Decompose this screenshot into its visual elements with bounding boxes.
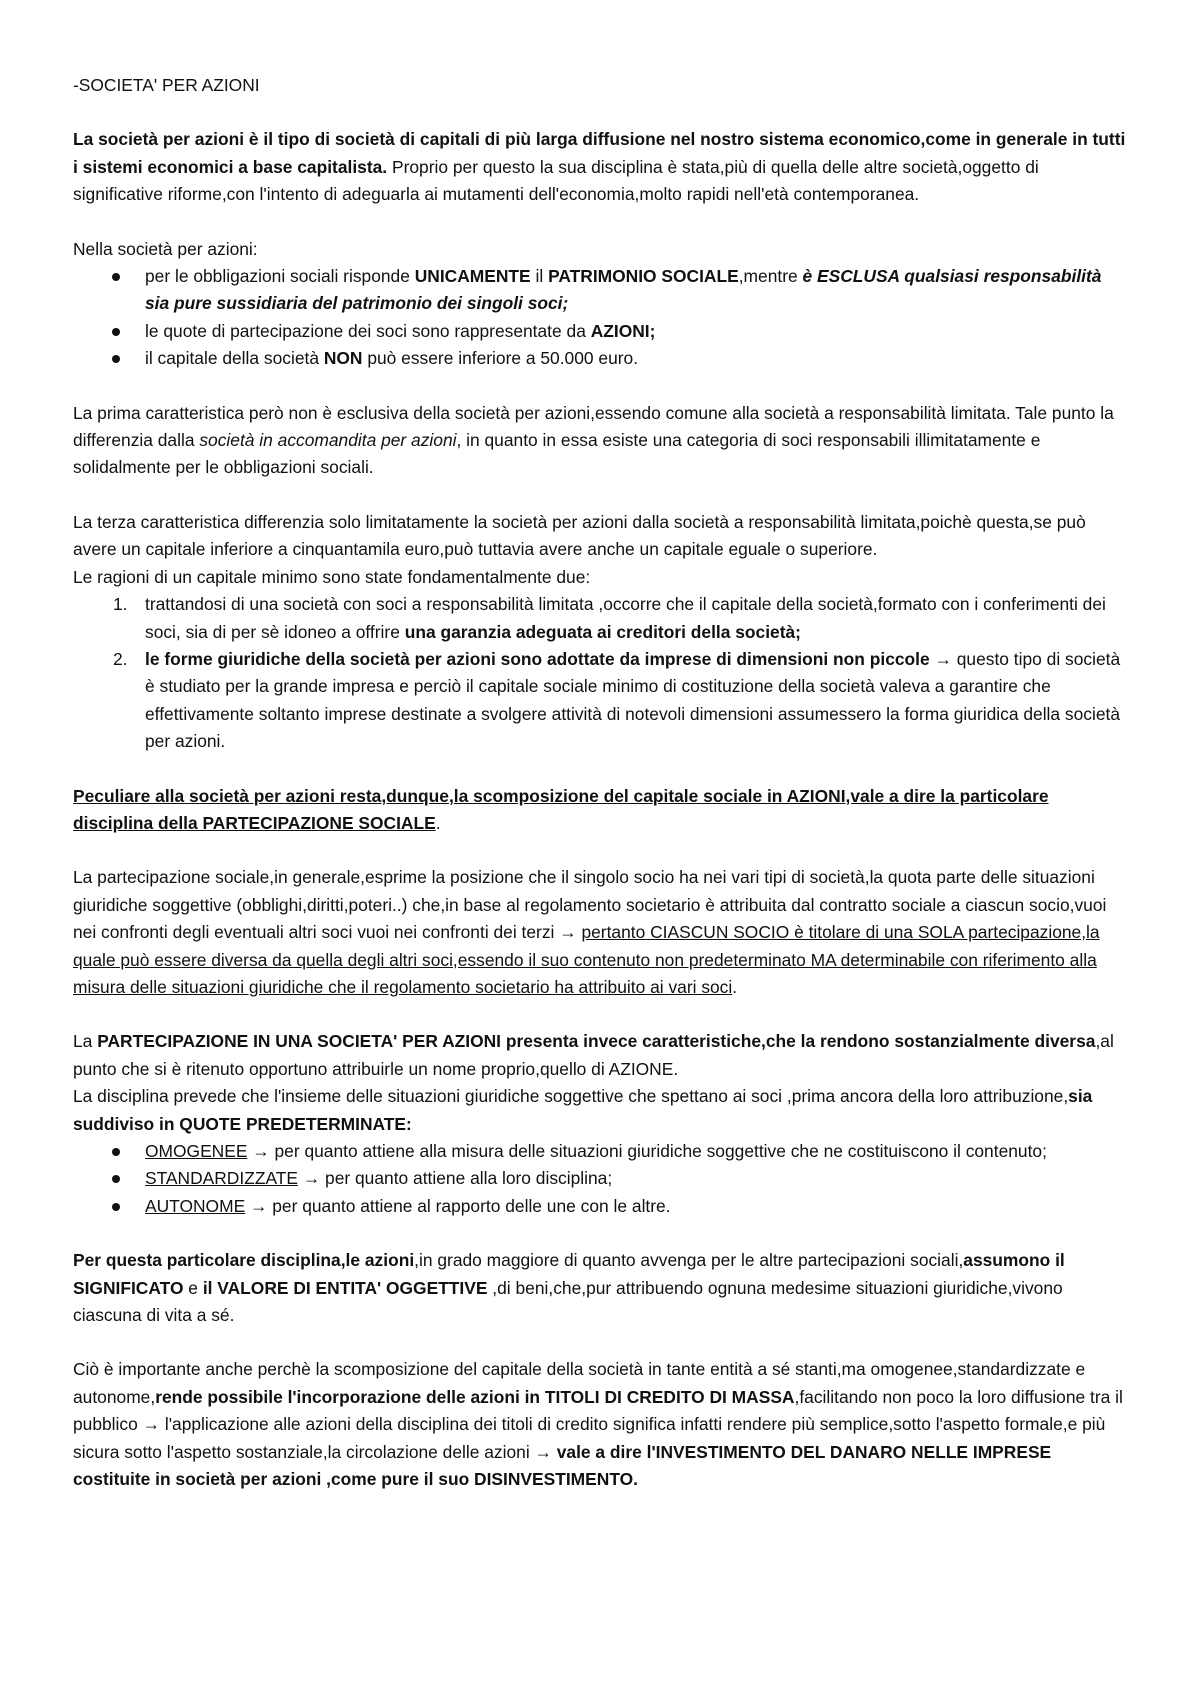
cio-bold: rende possibile l'incorporazione delle azioni in TITOLI DI CREDITO DI MASSA — [155, 1386, 795, 1407]
perquesta-paragraph — [73, 1247, 1128, 1329]
partecipazione-text: La partecipazione sociale,in generale,esprime la posizione che il singolo socio ha nei vari tipi di società,la quota parte delle situazioni giuridiche soggettive (obblighi,diritti,poteri..) che,in base al regolamento societario è attribuita dal contratto sociale a ciascun socio,vuoi nei confronti degli eventuali altri soci vuoi nei confronti dei terzi → — [73, 867, 1107, 943]
item-text: trattandosi di una società con soci a responsabilità limitata ,occorre che il capitale della società,formato con i conferimenti dei soci, sia di per sè idoneo a offrire — [145, 594, 1106, 642]
cio-text: ,facilitando non poco la loro diffusione tra il pubblico → l'applicazione alle azioni della disciplina dei titoli di credito significa infatti rendere più semplice,sotto l'aspetto formale,e più sicura sotto l'aspetto sostanziale,la circolazione delle azioni → — [73, 1386, 1123, 1462]
item-bold: AZIONI; — [590, 320, 656, 341]
item-keyword: OMOGENEE — [145, 1141, 248, 1161]
nella-lead-text: Nella società per azioni: — [73, 238, 258, 259]
item-bold: PATRIMONIO SOCIALE — [548, 266, 739, 287]
azione-text: ,al punto che si è ritenuto opportuno attribuirle un nome proprio,quello di AZIONE. — [73, 1031, 1114, 1079]
item-text: → per quanto attiene alla misura delle situazioni giuridiche soggettive che ne costituiscono il contenuto; — [247, 1141, 1047, 1161]
partecipazione-text: . — [732, 976, 738, 997]
disciplina-paragraph — [73, 1083, 1128, 1138]
prima-text: La prima caratteristica però non è esclusiva della società per azioni,essendo comune alla società a responsabilità limitata. Tale punto la differenzia dalla — [73, 402, 1114, 451]
terza-paragraph — [73, 509, 1128, 564]
cio-bold: vale a dire l'INVESTIMENTO DEL DANARO NELLE IMPRESE costituite in società per azioni ,come pure il suo DISINVESTIMENTO. — [73, 1441, 1052, 1490]
perquesta-bold: assumono il SIGNIFICATO — [73, 1250, 1065, 1298]
item-text: → questo tipo di società è studiato per la grande impresa e perciò il capitale sociale minimo di costituzione della società valeva a garantire che effettivamente soltanto imprese destinate a svolgere attività di notevoli dimensioni assumessero la forma giuridica della società per azioni. — [145, 648, 1121, 752]
item-bold: NON — [323, 348, 363, 369]
perquesta-bold: Per questa particolare disciplina,le azioni — [73, 1250, 415, 1271]
title-text: -SOCIETA' PER AZIONI — [73, 75, 260, 95]
azione-text: La — [73, 1031, 98, 1052]
perquesta-text: e — [183, 1277, 203, 1298]
item-bold-italic: è ESCLUSA qualsiasi responsabilità sia pure sussidiaria del patrimonio dei singoli soci; — [145, 266, 1102, 314]
ragioni-numbered-list — [73, 591, 1128, 755]
intro-bold: La società per azioni è il tipo di società di capitali di più larga diffusione nel nostro sistema economico,come in generale in tutti i sistemi economici a base capitalista. — [73, 129, 1126, 177]
terza-text: La terza caratteristica differenzia solo limitatamente la società per azioni dalla società a responsabilità limitata,poichè questa,se può avere un capitale inferiore a cinquantamila euro,può tuttavia avere anche un capitale eguale o superiore. — [73, 511, 1086, 560]
item-text: può essere inferiore a 50.000 euro. — [362, 348, 639, 369]
azione-bold: PARTECIPAZIONE IN UNA SOCIETA' PER AZIONI presenta invece caratteristiche,che la rendono sostanzialmente diversa — [97, 1031, 1096, 1052]
item-text: il capitale della società — [145, 348, 324, 369]
perquesta-text: ,in grado maggiore di quanto avvenga per le altre partecipazioni sociali, — [414, 1250, 964, 1271]
prima-text: , in quanto in essa esiste una categoria di soci responsabili illimitatamente e solidalmente per le obbligazioni sociali. — [73, 430, 1041, 478]
list-item — [73, 646, 1128, 756]
item-text: → per quanto attiene alla loro disciplina; — [297, 1168, 613, 1189]
item-bold: UNICAMENTE — [414, 266, 531, 287]
item-keyword: STANDARDIZZATE — [145, 1168, 298, 1189]
disciplina-text: La disciplina prevede che l'insieme delle situazioni giuridiche soggettive che spettano ai soci ,prima ancora della loro attribuzione, — [73, 1086, 1069, 1107]
item-keyword: AUTONOME — [145, 1195, 246, 1216]
list-item — [73, 345, 1128, 372]
intro-text: Proprio per questo la sua disciplina è stata,più di quella delle altre società,oggetto di significative riforme,con l'intento di adeguarla ai mutamenti dell'economia,molto rapidi nell'età contemporanea. — [73, 156, 1039, 205]
list-item — [73, 1165, 1128, 1192]
list-item — [73, 1138, 1128, 1165]
nella-bullet-list — [73, 263, 1128, 373]
quote-bullet-list — [73, 1138, 1128, 1220]
item-text: per le obbligazioni sociali risponde — [145, 266, 415, 287]
prima-italic: società in accomandita per azioni — [199, 430, 457, 451]
prima-paragraph — [73, 400, 1128, 482]
intro-paragraph — [73, 126, 1128, 208]
document-title — [73, 72, 1128, 99]
cio-paragraph — [73, 1356, 1128, 1493]
item-text: le quote di partecipazione dei soci sono rappresentate da — [145, 320, 591, 341]
peculiare-bold-underlined: Peculiare alla società per azioni resta,dunque,la scomposizione del capitale sociale in AZIONI,vale a dire la particolare disciplina della PARTECIPAZIONE SOCIALE — [73, 785, 1049, 833]
disciplina-bold: sia suddiviso in QUOTE PREDETERMINATE: — [73, 1086, 1093, 1134]
perquesta-bold: il VALORE DI ENTITA' OGGETTIVE — [202, 1277, 488, 1298]
ragioni-lead — [73, 564, 1128, 591]
partecipazione-underlined: pertanto CIASCUN SOCIO è titolare di una SOLA partecipazione,la quale può essere diversa da quella degli altri soci,essendo il suo contenuto non predeterminato MA determinabile con riferimento alla misura delle situazioni giuridiche che il regolamento societario ha attribuito ai vari soci — [73, 922, 1100, 997]
item-text: ,mentre — [738, 266, 803, 287]
perquesta-text: ,di beni,che,pur attribuendo ognuna medesime situazioni giuridiche,vivono ciascuna di vita a sé. — [73, 1277, 1063, 1326]
list-item — [73, 1193, 1128, 1220]
list-item — [73, 263, 1128, 318]
azione-paragraph — [73, 1028, 1128, 1083]
ragioni-text: Le ragioni di un capitale minimo sono state fondamentalmente due: — [73, 566, 591, 587]
item-bold: le forme giuridiche della società per azioni sono adottate da imprese di dimensioni non piccole — [145, 648, 930, 669]
peculiare-paragraph — [73, 783, 1128, 838]
list-number: 2. — [113, 648, 128, 669]
item-text: il — [530, 266, 549, 287]
nella-lead — [73, 236, 1128, 263]
list-number: 1. — [113, 594, 128, 615]
list-item — [73, 591, 1128, 646]
peculiare-text: . — [435, 812, 441, 833]
partecipazione-paragraph — [73, 864, 1128, 1001]
cio-text: Ciò è importante anche perchè la scomposizione del capitale della società in tante entità a sé stanti,ma omogenee,standardizzate e autonome, — [73, 1359, 1086, 1407]
list-item — [73, 318, 1128, 345]
item-bold: una garanzia adeguata ai creditori della società; — [404, 621, 801, 642]
item-text: → per quanto attiene al rapporto delle une con le altre. — [245, 1195, 671, 1216]
